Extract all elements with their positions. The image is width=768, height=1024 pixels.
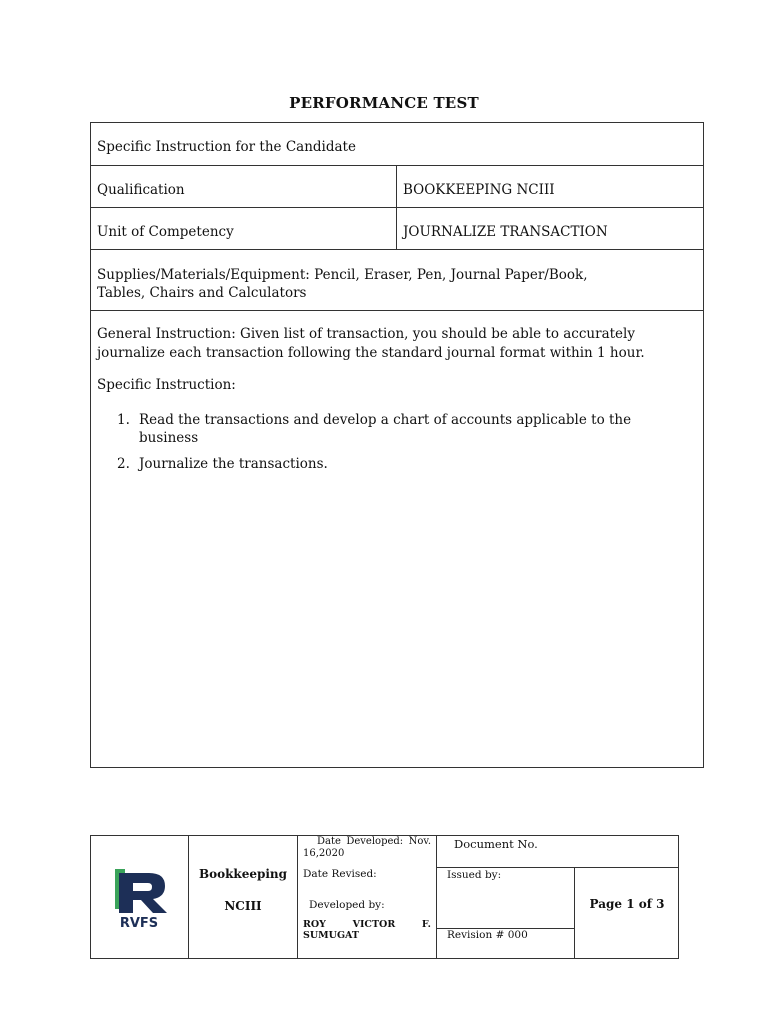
course-name: Bookkeeping <box>198 867 288 881</box>
supplies-row <box>91 250 703 311</box>
issued-by: Issued by: <box>447 869 502 881</box>
qualification-label: Qualification <box>97 182 185 198</box>
supplies-line-1: Supplies/Materials/Equipment: Pencil, Eraser, Pen, Journal Paper/Book, <box>97 267 588 283</box>
table-header: Specific Instruction for the Candidate <box>97 139 356 155</box>
developer-name-part: VICTOR <box>352 919 396 930</box>
page-number: Page 1 of 3 <box>589 897 665 911</box>
list-item <box>117 411 687 447</box>
document-no: Document No. <box>454 837 538 851</box>
instruction-table <box>90 122 704 768</box>
developed-by-label: Developed by: <box>309 899 385 911</box>
specific-instruction-label: Specific Instruction: <box>97 377 236 393</box>
revision-number: Revision # 000 <box>447 929 528 941</box>
developer-surname: SUMUGAT <box>303 930 359 941</box>
list-item-text: Read the transactions and develop a chart of accounts applicable to the business <box>139 412 632 446</box>
unit-label: Unit of Competency <box>97 224 234 240</box>
date-revised: Date Revised: <box>303 868 377 880</box>
page-title: PERFORMANCE TEST <box>289 94 479 112</box>
list-item-number: 1. <box>117 412 130 428</box>
list-item-text: Journalize the transactions. <box>139 456 328 472</box>
supplies-text <box>97 266 697 310</box>
list-item-number: 2. <box>117 456 130 472</box>
rvfs-logo <box>105 869 175 929</box>
logo-text: RVFS <box>119 916 159 929</box>
qualification-value: BOOKKEEPING NCIII <box>403 182 555 198</box>
qualification-row <box>91 166 703 208</box>
instruction-list <box>117 411 687 481</box>
document-footer <box>90 835 679 959</box>
unit-value: JOURNALIZE TRANSACTION <box>403 224 608 240</box>
course-level: NCIII <box>224 899 262 913</box>
logo-r-letter <box>119 873 167 913</box>
table-header-row <box>91 123 703 166</box>
list-item <box>117 455 687 473</box>
supplies-line-2: Tables, Chairs and Calculators <box>97 285 307 301</box>
developer-name-part: F. <box>421 919 431 930</box>
unit-row <box>91 208 703 250</box>
developer-name-part: ROY <box>303 919 326 930</box>
date-developed: Date Developed: Nov. 16,2020 <box>303 836 431 859</box>
general-instruction: General Instruction: Given list of transaction, you should be able to accurately journalize each transaction following the standard journal format within 1 hour. <box>97 326 645 361</box>
